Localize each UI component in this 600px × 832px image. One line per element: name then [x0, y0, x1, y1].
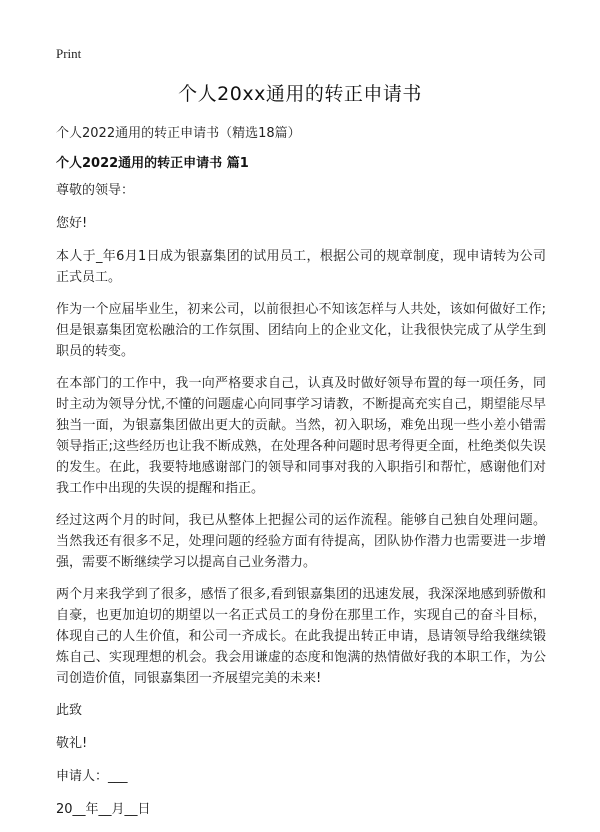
body-paragraph: 作为一个应届毕业生，初来公司，以前很担心不知该怎样与人共处，该如何做好工作;但是银嘉集团宽松融洽的工作氛围、团结向上的企业文化，让我很快完成了从学生到职员的转变。: [56, 302, 546, 359]
body-paragraph: 在本部门的工作中，我一向严格要求自己，认真及时做好领导布置的每一项任务，同时主动为领导分忧,不懂的问题虚心向同事学习请教，不断提高充实自己，期望能尽早独当一面，为银嘉集团做出更大的贡献。当然，初入职场，难免出现一些小差小错需领导指正;这些经历也让我不断成熟，在处理各种问题时思考得更全面，杜绝类似失误的发生。在此，我要特地感谢部门的领导和同事对我的入职指引和帮忙，感谢他们对我工作中出现的失误的提醒和指正。: [56, 376, 546, 496]
salutation: 尊敬的领导：: [56, 183, 135, 198]
body-paragraph: 两个月来我学到了很多，感悟了很多,看到银嘉集团的迅速发展，我深深地感到骄傲和自豪，也更加迫切的期望以一名正式员工的身份在那里工作，实现自己的奋斗目标，体现自己的人生价值，和公司一齐成长。在此我提出转正申请，恳请领导给我继续锻炼自己、实现理想的机会。我会用谦虚的态度和饱满的热情做好我的本职工作，为公司创造价值，同银嘉集团一齐展望完美的未来!: [56, 587, 546, 686]
greeting: 您好!: [56, 216, 88, 231]
body-paragraph: 经过这两个月的时间，我已从整体上把握公司的运作流程。能够自己独自处理问题。当然我还有很多不足，处理问题的经验方面有待提高，团队协作潜力也需要进一步增强，需要不断继续学习以提高自己业务潜力。: [56, 513, 546, 570]
letter-body: [56, 180, 546, 832]
print-link[interactable]: Print: [56, 46, 82, 61]
document-subtitle: 个人2022通用的转正申请书（精选18篇）: [56, 126, 301, 141]
applicant-signature: 申请人：___: [56, 769, 128, 784]
closing-line: 此致: [56, 703, 83, 718]
body-paragraph: 本人于_年6月1日成为银嘉集团的试用员工，根据公司的规章制度，现申请转为公司正式员工。: [56, 249, 546, 285]
section-heading: 个人2022通用的转正申请书 篇1: [56, 156, 249, 171]
date-line: 20__年__月__日: [56, 802, 151, 817]
closing-salute: 敬礼!: [56, 736, 88, 751]
document-title: 个人20xx通用的转正申请书: [178, 83, 422, 105]
